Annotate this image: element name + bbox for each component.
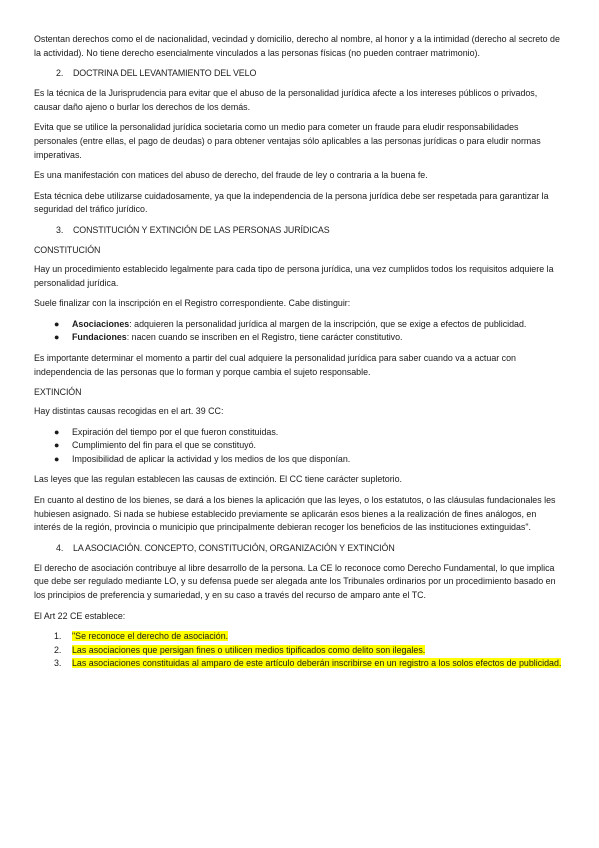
constitucion-list (34, 318, 563, 345)
velo-paragraph-4: Esta técnica debe utilizarse cuidadosamente, ya que la independencia de la persona jurídica debe ser respetada para garantizar la seguridad del tráfico jurídico. (34, 190, 549, 215)
bullet-icon: ● (54, 453, 60, 464)
highlighted-text: "Se reconoce el derecho de asociación. (72, 631, 229, 642)
list-item (34, 657, 563, 671)
list-text: : nacen cuando se inscriben en el Registro, tiene carácter constitutivo. (126, 332, 403, 343)
list-number: 3. (54, 658, 62, 669)
list-number: 1. (54, 631, 62, 642)
constitucion-paragraph-2: Suele finalizar con la inscripción en el Registro correspondiente. Cabe distinguir: (34, 298, 351, 309)
heading-number: 3. (56, 224, 64, 235)
art22-list (34, 630, 563, 671)
constitucion-paragraph-3: Es importante determinar el momento a partir del cual adquiere la personalidad jurídica para saber cuando va a actuar con independencia de las personas que lo forman y porque cambia el sujeto responsable. (34, 352, 516, 377)
list-item (34, 318, 563, 332)
list-item (34, 644, 563, 658)
extincion-paragraph-3: En cuanto al destino de los bienes, se dará a los bienes la aplicación que las leyes, o los estatutos, o las cláusulas fundacionales les hubiesen asignado. Si nada se hubiese establecido previamente se aplicarán esos bienes a la realización de fines análogos, en interés de la región, provincia o municipio que principalmente debieran recoger los beneficios de las instituciones extinguidas". (34, 495, 556, 533)
list-text: Imposibilidad de aplicar la actividad y los medios de los que disponían. (72, 453, 351, 464)
list-term: Fundaciones (72, 332, 127, 343)
heading-number: 2. (56, 68, 64, 79)
heading-constitucion-extincion (56, 224, 563, 237)
intro-paragraph: Ostentan derechos como el de nacionalidad, vecindad y domicilio, derecho al nombre, al honor y a la intimidad (derecho al secreto de la actividad). No tiene derecho esencialmente vinculados a las personas físicas (no pueden contraer matrimonio). (34, 34, 560, 58)
list-item (34, 331, 563, 345)
velo-paragraph-2: Evita que se utilice la personalidad jurídica societaria como un medio para cometer un fraude para eludir responsabilidades personales (entre ellas, el pago de deudas) o para obtener ventajas sólo aplicables a las personas jurídicas o para eludir normas imperativas. (34, 122, 541, 160)
extincion-paragraph-2: Las leyes que las regulan establecen las causas de extinción. El CC tiene carácter supletorio. (34, 474, 403, 485)
list-text: Expiración del tiempo por el que fueron constituidas. (72, 426, 279, 437)
list-term: Asociaciones (72, 318, 130, 329)
heading-text: DOCTRINA DEL LEVANTAMIENTO DEL VELO (73, 68, 257, 79)
subheading-extincion: EXTINCIÓN (34, 387, 82, 398)
heading-asociacion (56, 542, 563, 555)
asociacion-paragraph-2: El Art 22 CE establece: (34, 610, 126, 621)
heading-text: LA ASOCIACIÓN. CONCEPTO, CONSTITUCIÓN, ORGANIZACIÓN Y EXTINCIÓN (73, 542, 395, 553)
velo-paragraph-1: Es la técnica de la Jurisprudencia para evitar que el abuso de la personalidad jurídica afecte a los intereses públicos o privados, causar daño ajeno o burlar los derechos de los demás. (34, 88, 538, 112)
subheading-constitucion: CONSTITUCIÓN (34, 244, 101, 255)
velo-paragraph-3: Es una manifestación con matices del abuso de derecho, del fraude de ley o contraria a la buena fe. (34, 170, 428, 181)
list-text: : adquieren la personalidad jurídica al margen de la inscripción, que se exige a efectos de publicidad. (129, 318, 527, 329)
list-item (34, 439, 563, 453)
heading-levantamiento-velo (56, 67, 563, 80)
highlighted-text: Las asociaciones que persigan fines o utilicen medios tipificados como delito son ilegales. (72, 644, 426, 655)
list-item (34, 630, 563, 644)
bullet-icon: ● (54, 426, 60, 437)
highlighted-text: Las asociaciones constituidas al amparo de este artículo deberán inscribirse en un registro a los solos efectos de publicidad. (72, 658, 562, 669)
bullet-icon: ● (54, 332, 60, 343)
asociacion-paragraph-1: El derecho de asociación contribuye al libre desarrollo de la persona. La CE lo reconoce como Derecho Fundamental, lo que implica que debe ser regulado mediante LO, y su defensa puede ser alegada ante los Tribunales ordinarios por un procedimiento basado en los principios de preferencia y sumariedad, y en su caso a través del recurso de amparo ante el TC. (34, 562, 556, 601)
heading-number: 4. (56, 542, 64, 553)
constitucion-paragraph-1: Hay un procedimiento establecido legalmente para cada tipo de persona jurídica, una vez cumplidos todos los requisitos adquiere la personalidad jurídica. (34, 263, 554, 288)
list-number: 2. (54, 644, 62, 655)
extincion-paragraph-1: Hay distintas causas recogidas en el art. 39 CC: (34, 406, 224, 417)
list-item (34, 426, 563, 440)
bullet-icon: ● (54, 440, 60, 451)
bullet-icon: ● (54, 318, 60, 329)
list-text: Cumplimiento del fin para el que se constituyó. (72, 440, 257, 451)
extincion-list (34, 426, 563, 467)
list-item (34, 453, 563, 467)
heading-text: CONSTITUCIÓN Y EXTINCIÓN DE LAS PERSONAS JURÍDICAS (73, 224, 330, 235)
